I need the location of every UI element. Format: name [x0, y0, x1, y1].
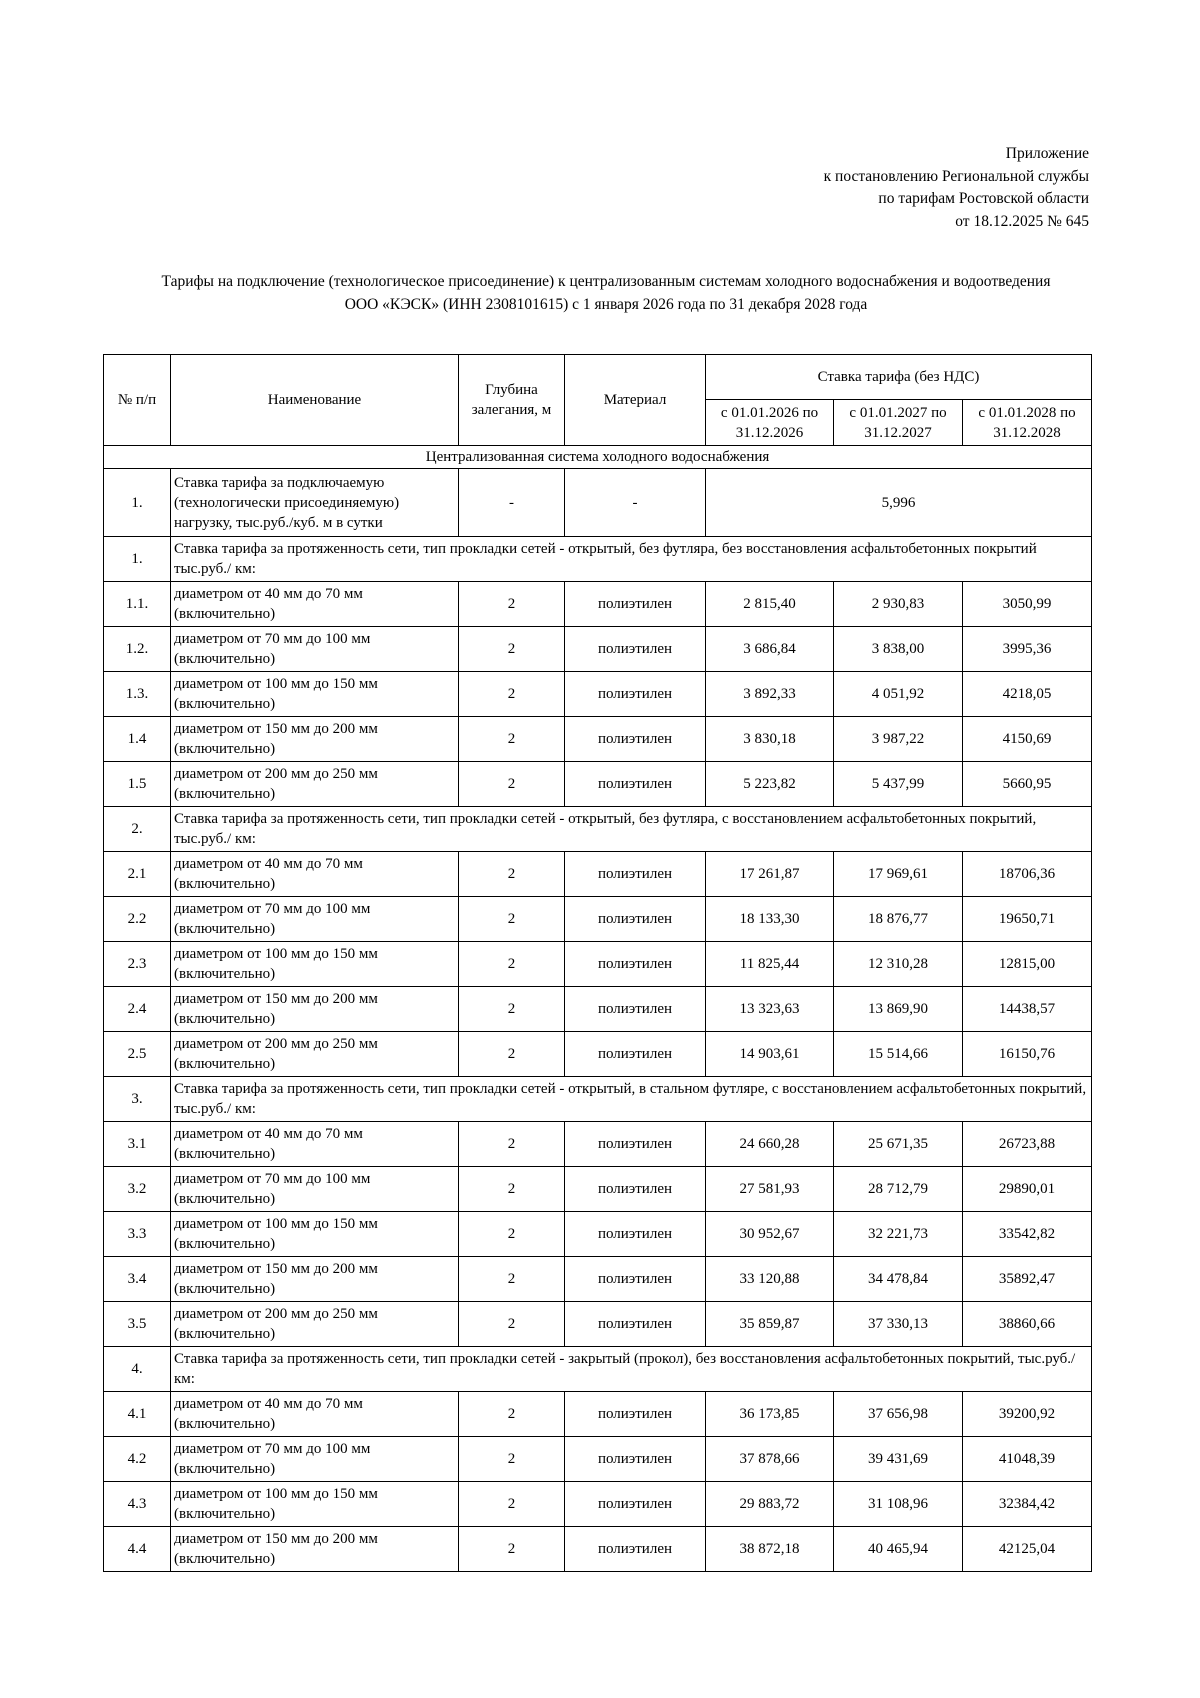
- row-name: диаметром от 40 мм до 70 мм (включительно): [171, 1392, 459, 1437]
- row-num: 3.2: [104, 1167, 171, 1212]
- row-value-2028: 5660,95: [963, 762, 1092, 807]
- system-row: [104, 446, 1092, 469]
- row-num: 1.3.: [104, 672, 171, 717]
- row-depth: 2: [459, 987, 565, 1032]
- tariff-table: [103, 354, 1092, 1572]
- header-period-2028: с 01.01.2028 по 31.12.2028: [963, 400, 1092, 446]
- row-depth: 2: [459, 897, 565, 942]
- row-num: 2.2: [104, 897, 171, 942]
- row-name: диаметром от 70 мм до 100 мм (включительно): [171, 627, 459, 672]
- group-row: [104, 1347, 1092, 1392]
- row-num: 1.: [104, 469, 171, 537]
- table-row: [104, 852, 1092, 897]
- row-depth: 2: [459, 1302, 565, 1347]
- table-row: [104, 942, 1092, 987]
- row-num: 3.3: [104, 1212, 171, 1257]
- table-row: [104, 582, 1092, 627]
- row-value-2026: 29 883,72: [706, 1482, 834, 1527]
- row-value-2026: 3 830,18: [706, 717, 834, 762]
- row-name: диаметром от 150 мм до 200 мм (включительно): [171, 1527, 459, 1572]
- header-name: Наименование: [171, 355, 459, 446]
- header-material: Материал: [565, 355, 706, 446]
- group-row: [104, 1077, 1092, 1122]
- row-material: полиэтилен: [565, 762, 706, 807]
- row-value-2028: 41048,39: [963, 1437, 1092, 1482]
- row-value-2027: 34 478,84: [834, 1257, 963, 1302]
- row-value-2027: 37 330,13: [834, 1302, 963, 1347]
- row-num: 3.5: [104, 1302, 171, 1347]
- row-value-2027: 5 437,99: [834, 762, 963, 807]
- table-row: [104, 762, 1092, 807]
- row-depth: 2: [459, 762, 565, 807]
- row-value-2026: 3 892,33: [706, 672, 834, 717]
- row-name: диаметром от 70 мм до 100 мм (включительно): [171, 1437, 459, 1482]
- header-period-2027: с 01.01.2027 по 31.12.2027: [834, 400, 963, 446]
- row-material: -: [565, 469, 706, 537]
- group-name: Ставка тарифа за протяженность сети, тип прокладки сетей - открытый, без футляра, без восстановления асфальтобетонных покрытий тыс.руб./ км:: [171, 537, 1092, 582]
- row-value-2028: 3050,99: [963, 582, 1092, 627]
- group-name: Ставка тарифа за протяженность сети, тип прокладки сетей - открытый, без футляра, с восстановлением асфальтобетонных покрытий, тыс.руб./ км:: [171, 807, 1092, 852]
- header-num: № п/п: [104, 355, 171, 446]
- row-name: диаметром от 100 мм до 150 мм (включительно): [171, 672, 459, 717]
- row-material: полиэтилен: [565, 852, 706, 897]
- row-material: полиэтилен: [565, 1212, 706, 1257]
- table-row: [104, 987, 1092, 1032]
- row-material: полиэтилен: [565, 1392, 706, 1437]
- row-value-2027: 12 310,28: [834, 942, 963, 987]
- row-num: 3.1: [104, 1122, 171, 1167]
- row-name: диаметром от 40 мм до 70 мм (включительно): [171, 852, 459, 897]
- row-name: диаметром от 150 мм до 200 мм (включительно): [171, 1257, 459, 1302]
- row-depth: 2: [459, 672, 565, 717]
- row-num: 3.4: [104, 1257, 171, 1302]
- row-num: 2.3: [104, 942, 171, 987]
- row-material: полиэтилен: [565, 717, 706, 762]
- title-line-1: Тарифы на подключение (технологическое присоединение) к централизованным системам холодного водоснабжения и водоотведения: [161, 273, 1051, 290]
- row-name: диаметром от 40 мм до 70 мм (включительно): [171, 1122, 459, 1167]
- row-depth: 2: [459, 1257, 565, 1302]
- appendix-line: от 18.12.2025 № 645: [955, 212, 1089, 230]
- row-value-2028: 39200,92: [963, 1392, 1092, 1437]
- row-name: диаметром от 70 мм до 100 мм (включительно): [171, 1167, 459, 1212]
- document-title: [60, 271, 1152, 316]
- appendix-line: по тарифам Ростовской области: [878, 190, 1089, 207]
- row-depth: 2: [459, 1527, 565, 1572]
- row-value-2027: 25 671,35: [834, 1122, 963, 1167]
- table-row: [104, 1527, 1092, 1572]
- row-value-2028: 38860,66: [963, 1302, 1092, 1347]
- row-material: полиэтилен: [565, 1302, 706, 1347]
- row-depth: 2: [459, 1032, 565, 1077]
- row-value-2026: 35 859,87: [706, 1302, 834, 1347]
- row-value-2028: 16150,76: [963, 1032, 1092, 1077]
- row-name: диаметром от 100 мм до 150 мм (включительно): [171, 942, 459, 987]
- row-name: Ставка тарифа за подключаемую (технологически присоединяемую) нагрузку, тыс.руб./куб. м в сутки: [171, 469, 459, 537]
- table-row: [104, 1167, 1092, 1212]
- row-name: диаметром от 150 мм до 200 мм (включительно): [171, 717, 459, 762]
- header-period-2026: с 01.01.2026 по 31.12.2026: [706, 400, 834, 446]
- group-num: 4.: [104, 1347, 171, 1392]
- row-name: диаметром от 100 мм до 150 мм (включительно): [171, 1212, 459, 1257]
- row-num: 4.1: [104, 1392, 171, 1437]
- row-value-2028: 14438,57: [963, 987, 1092, 1032]
- table-row: [104, 672, 1092, 717]
- row-value-2027: 13 869,90: [834, 987, 963, 1032]
- row-material: полиэтилен: [565, 1482, 706, 1527]
- row-depth: 2: [459, 1482, 565, 1527]
- group-num: 1.: [104, 537, 171, 582]
- row-depth: 2: [459, 942, 565, 987]
- group-row: [104, 807, 1092, 852]
- row-depth: 2: [459, 717, 565, 762]
- row-depth: 2: [459, 1392, 565, 1437]
- row-value-2027: 3 987,22: [834, 717, 963, 762]
- row-value-2026: 27 581,93: [706, 1167, 834, 1212]
- table-row: [104, 1212, 1092, 1257]
- row-num: 2.1: [104, 852, 171, 897]
- row-value-2028: 18706,36: [963, 852, 1092, 897]
- row-name: диаметром от 100 мм до 150 мм (включительно): [171, 1482, 459, 1527]
- row-material: полиэтилен: [565, 672, 706, 717]
- row-material: полиэтилен: [565, 1032, 706, 1077]
- row-value-2026: 18 133,30: [706, 897, 834, 942]
- row-num: 4.3: [104, 1482, 171, 1527]
- row-value-2028: 32384,42: [963, 1482, 1092, 1527]
- row-value-2026: 24 660,28: [706, 1122, 834, 1167]
- row-value-2026: 30 952,67: [706, 1212, 834, 1257]
- row-value-2026: 38 872,18: [706, 1527, 834, 1572]
- row-value-2027: 15 514,66: [834, 1032, 963, 1077]
- row-value-2026: 3 686,84: [706, 627, 834, 672]
- row-depth: 2: [459, 1122, 565, 1167]
- table-row: [104, 1392, 1092, 1437]
- row-value-2028: 4150,69: [963, 717, 1092, 762]
- system-title: Централизованная система холодного водоснабжения: [104, 446, 1092, 469]
- header-depth: Глубина залегания, м: [459, 355, 565, 446]
- row-value-2026: 37 878,66: [706, 1437, 834, 1482]
- header-rate: Ставка тарифа (без НДС): [706, 355, 1092, 400]
- table-body: [104, 446, 1092, 1572]
- row-value-2026: 2 815,40: [706, 582, 834, 627]
- title-line-2: ООО «КЭСК» (ИНН 2308101615) с 1 января 2026 года по 31 декабря 2028 года: [344, 295, 868, 313]
- table-row: [104, 1437, 1092, 1482]
- row-value-2027: 3 838,00: [834, 627, 963, 672]
- appendix-line: Приложение: [1005, 145, 1089, 162]
- table-row: [104, 1122, 1092, 1167]
- row-material: полиэтилен: [565, 987, 706, 1032]
- table-row: [104, 1482, 1092, 1527]
- row-value-2026: 13 323,63: [706, 987, 834, 1032]
- group-num: 3.: [104, 1077, 171, 1122]
- row-value-2027: 40 465,94: [834, 1527, 963, 1572]
- group-num: 2.: [104, 807, 171, 852]
- table-row: [104, 717, 1092, 762]
- row-value-2027: 31 108,96: [834, 1482, 963, 1527]
- row-num: 1.2.: [104, 627, 171, 672]
- row-depth: 2: [459, 1212, 565, 1257]
- load-rate-row: [104, 469, 1092, 537]
- row-name: диаметром от 200 мм до 250 мм (включительно): [171, 1302, 459, 1347]
- row-value-2028: 42125,04: [963, 1527, 1092, 1572]
- row-name: диаметром от 200 мм до 250 мм (включительно): [171, 762, 459, 807]
- row-value-2026: 5 223,82: [706, 762, 834, 807]
- row-material: полиэтилен: [565, 1527, 706, 1572]
- row-num: 1.5: [104, 762, 171, 807]
- row-value-2027: 18 876,77: [834, 897, 963, 942]
- row-num: 1.1.: [104, 582, 171, 627]
- row-depth: 2: [459, 627, 565, 672]
- group-row: [104, 537, 1092, 582]
- row-value-2028: 4218,05: [963, 672, 1092, 717]
- row-value-2027: 39 431,69: [834, 1437, 963, 1482]
- row-value-2027: 28 712,79: [834, 1167, 963, 1212]
- row-value-2028: 26723,88: [963, 1122, 1092, 1167]
- row-value-2027: 37 656,98: [834, 1392, 963, 1437]
- row-name: диаметром от 40 мм до 70 мм (включительно): [171, 582, 459, 627]
- row-depth: 2: [459, 1437, 565, 1482]
- table-row: [104, 627, 1092, 672]
- appendix-block: [824, 143, 1089, 233]
- row-name: диаметром от 70 мм до 100 мм (включительно): [171, 897, 459, 942]
- row-depth: 2: [459, 582, 565, 627]
- row-value-2027: 2 930,83: [834, 582, 963, 627]
- row-material: полиэтилен: [565, 897, 706, 942]
- table-row: [104, 1032, 1092, 1077]
- row-value-2027: 17 969,61: [834, 852, 963, 897]
- row-value-2028: 3995,36: [963, 627, 1092, 672]
- row-name: диаметром от 150 мм до 200 мм (включительно): [171, 987, 459, 1032]
- load-rate-value: 5,996: [706, 469, 1092, 537]
- row-material: полиэтилен: [565, 1437, 706, 1482]
- row-value-2027: 4 051,92: [834, 672, 963, 717]
- row-value-2026: 14 903,61: [706, 1032, 834, 1077]
- row-depth: -: [459, 469, 565, 537]
- row-value-2028: 19650,71: [963, 897, 1092, 942]
- row-material: полиэтилен: [565, 582, 706, 627]
- row-value-2028: 35892,47: [963, 1257, 1092, 1302]
- row-value-2026: 33 120,88: [706, 1257, 834, 1302]
- row-depth: 2: [459, 852, 565, 897]
- row-material: полиэтилен: [565, 942, 706, 987]
- row-material: полиэтилен: [565, 1167, 706, 1212]
- table-row: [104, 897, 1092, 942]
- row-num: 4.2: [104, 1437, 171, 1482]
- row-num: 1.4: [104, 717, 171, 762]
- row-value-2026: 36 173,85: [706, 1392, 834, 1437]
- row-value-2026: 11 825,44: [706, 942, 834, 987]
- appendix-line: к постановлению Региональной службы: [823, 167, 1089, 185]
- group-name: Ставка тарифа за протяженность сети, тип прокладки сетей - открытый, в стальном футляре, с восстановлением асфальтобетонных покрытий, тыс.руб./ км:: [171, 1077, 1092, 1122]
- row-value-2026: 17 261,87: [706, 852, 834, 897]
- row-value-2028: 29890,01: [963, 1167, 1092, 1212]
- row-material: полиэтилен: [565, 1122, 706, 1167]
- row-num: 2.4: [104, 987, 171, 1032]
- row-name: диаметром от 200 мм до 250 мм (включительно): [171, 1032, 459, 1077]
- group-name: Ставка тарифа за протяженность сети, тип прокладки сетей - закрытый (прокол), без восстановления асфальтобетонных покрытий, тыс.руб./ км:: [171, 1347, 1092, 1392]
- row-material: полиэтилен: [565, 1257, 706, 1302]
- row-value-2028: 12815,00: [963, 942, 1092, 987]
- table-row: [104, 1302, 1092, 1347]
- row-value-2027: 32 221,73: [834, 1212, 963, 1257]
- row-material: полиэтилен: [565, 627, 706, 672]
- row-value-2028: 33542,82: [963, 1212, 1092, 1257]
- row-num: 2.5: [104, 1032, 171, 1077]
- table-row: [104, 1257, 1092, 1302]
- row-depth: 2: [459, 1167, 565, 1212]
- row-num: 4.4: [104, 1527, 171, 1572]
